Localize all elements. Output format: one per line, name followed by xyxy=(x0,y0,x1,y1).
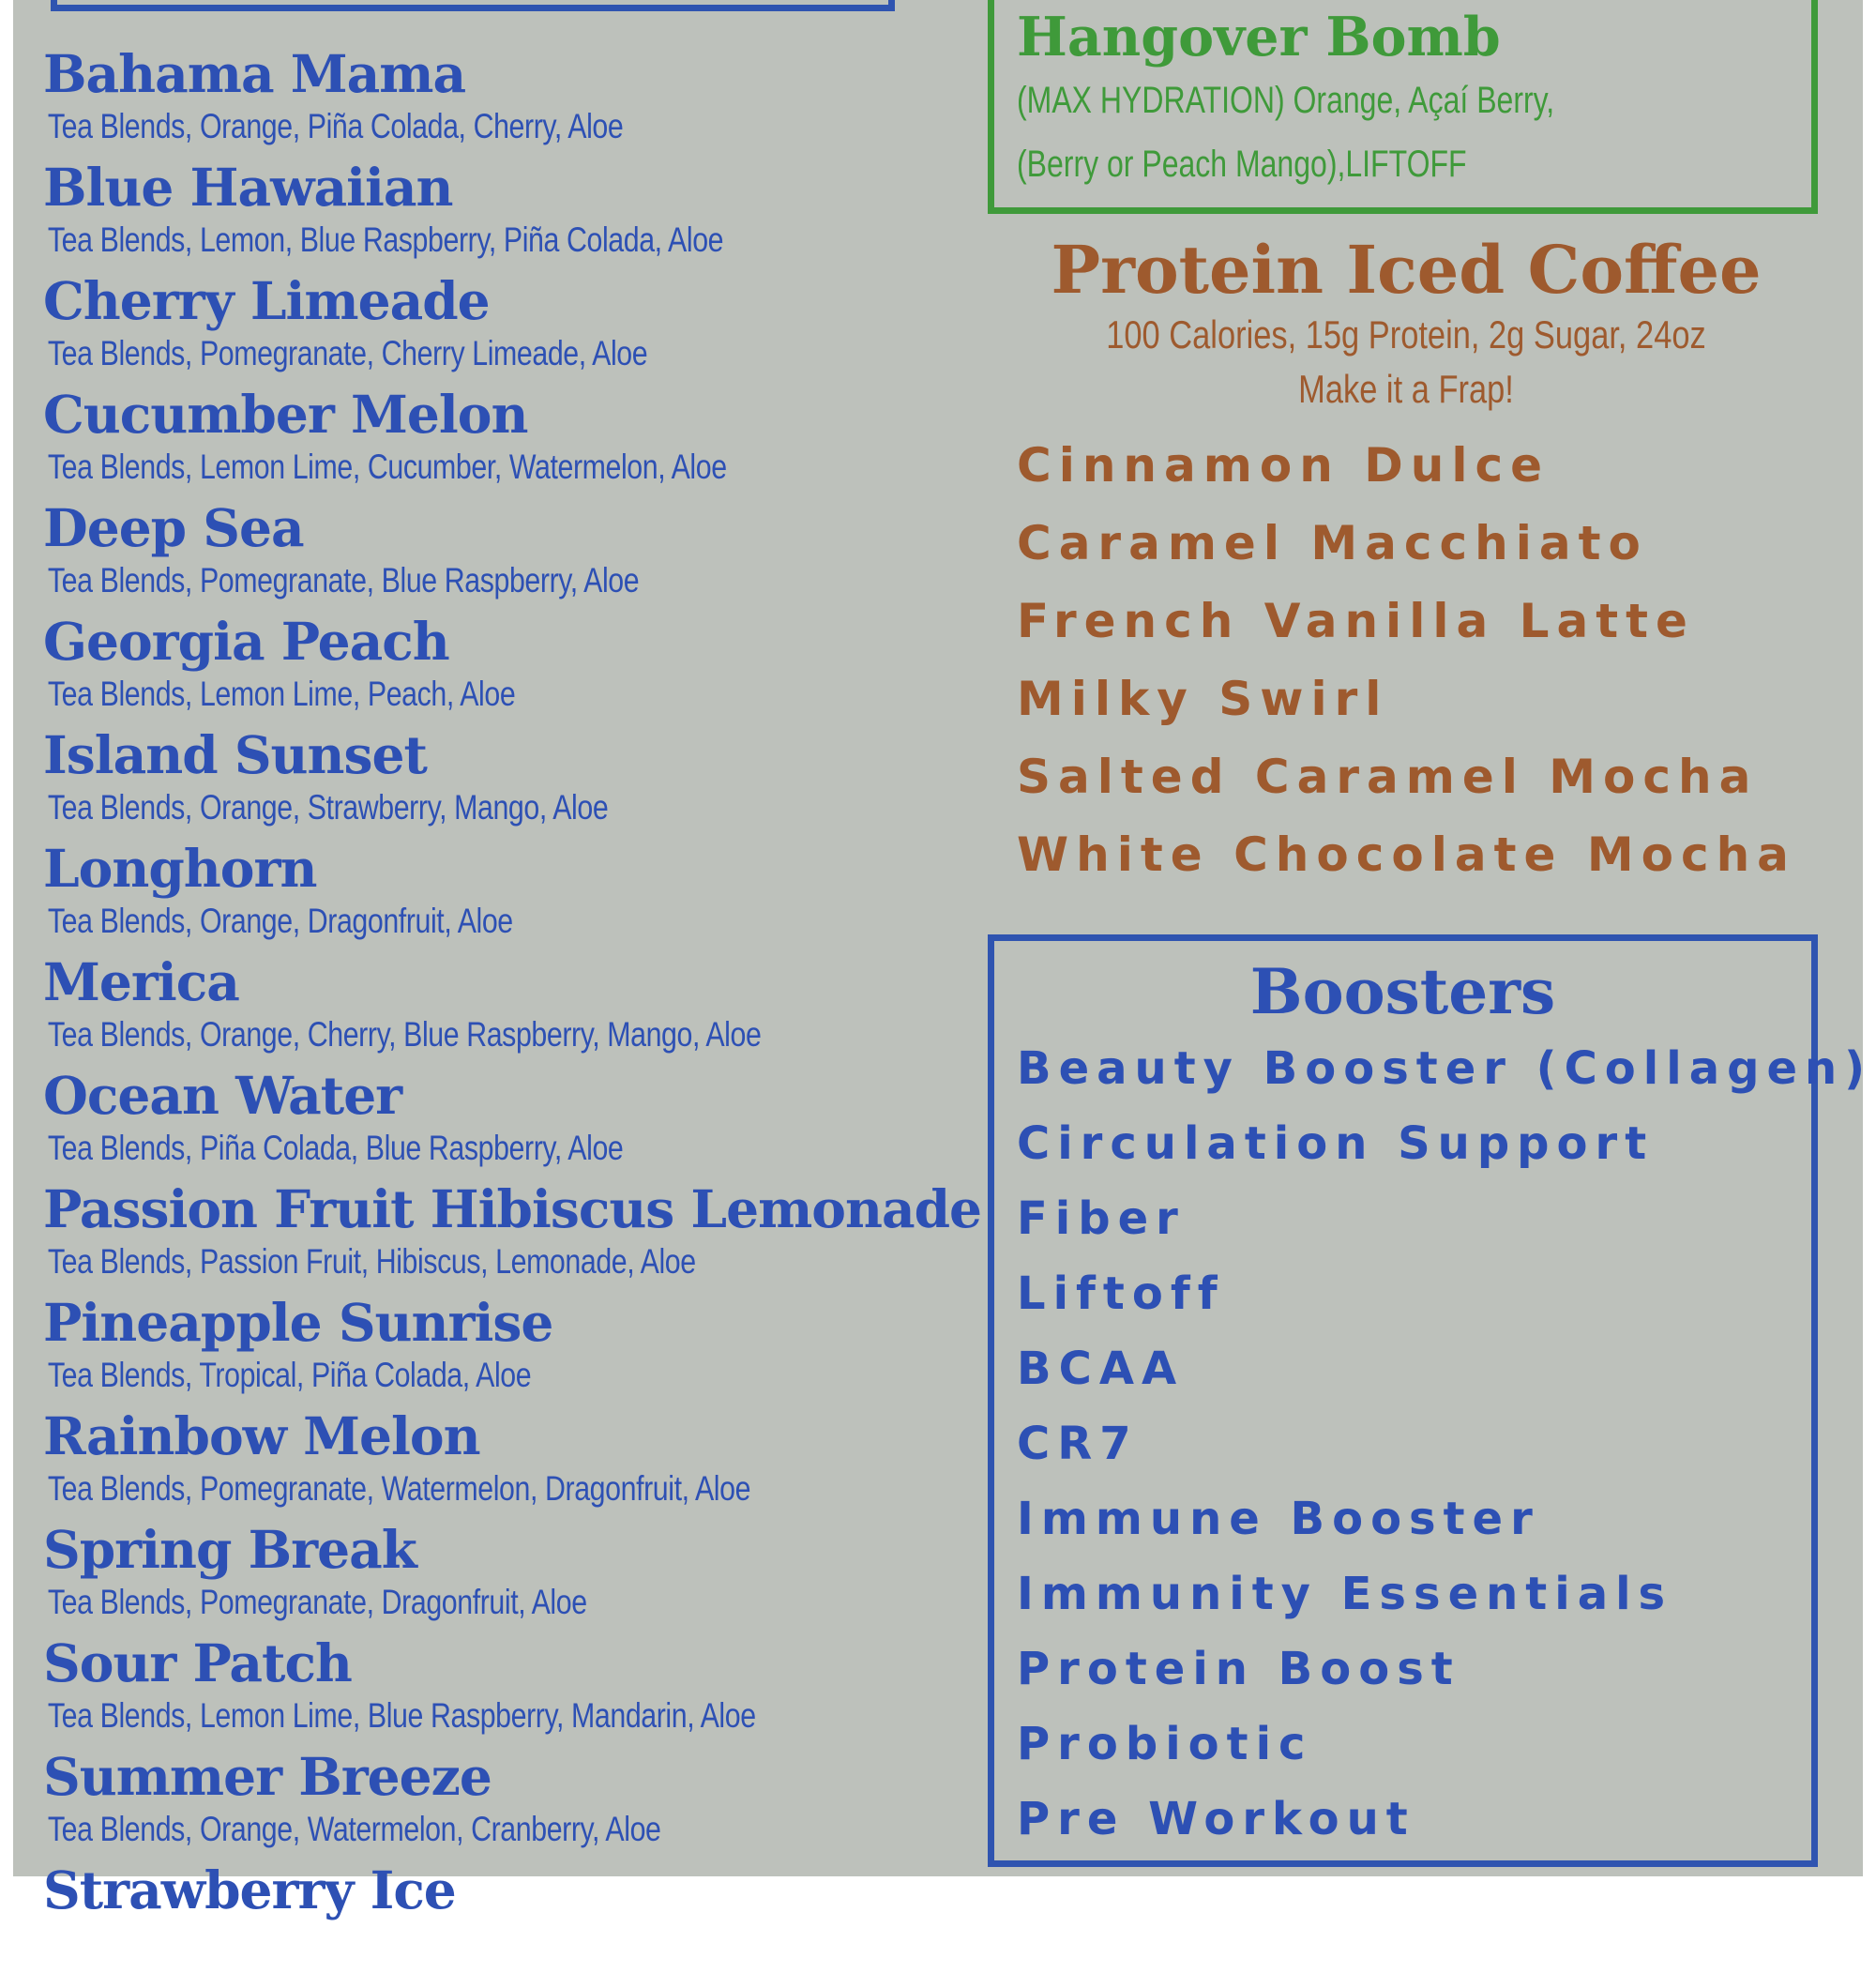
booster-item: Immunity Essentials xyxy=(1017,1568,1673,1620)
coffee-title: Protein Iced Coffee xyxy=(1051,231,1762,309)
tea-item xyxy=(43,1859,972,1973)
coffee-subtitle: 100 Calories, 15g Protein, 2g Sugar, 24oz xyxy=(1106,312,1706,357)
tea-description: Tea Blends, Pomegranate, Watermelon, Dragonfruit, Aloe xyxy=(47,1469,751,1508)
tea-description: Tea Blends, Passion Fruit, Hibiscus, Lemonade, Aloe xyxy=(47,1242,696,1281)
booster-item: Probiotic xyxy=(1017,1718,1313,1770)
tea-name: Island Sunset xyxy=(43,724,427,785)
booster-item: Circulation Support xyxy=(1017,1117,1655,1170)
booster-item: CR7 xyxy=(1017,1418,1139,1470)
tea-name: Bahama Mama xyxy=(43,43,466,104)
tea-description: Tea Blends, Orange, Cherry, Blue Raspberry, Mango, Aloe xyxy=(47,1015,762,1054)
tea-name: Pineapple Sunrise xyxy=(43,1292,553,1353)
tea-description: Tea Blends, Pomegranate, Cherry Limeade, Aloe xyxy=(47,334,648,372)
tea-description: Tea Blends, Pomegranate, Dragonfruit, Aloe xyxy=(47,1583,587,1621)
coffee-item: Salted Caramel Mocha xyxy=(1017,750,1759,804)
menu-page xyxy=(13,0,1873,1920)
tea-name: Cucumber Melon xyxy=(43,384,528,445)
tea-item xyxy=(43,951,972,1065)
hangover-line-1: (MAX HYDRATION) Orange, Açaí Berry, xyxy=(1017,80,1555,121)
tea-item xyxy=(43,270,972,384)
tea-item xyxy=(43,1632,972,1746)
tea-description: Tea Blends, Lemon Lime, Blue Raspberry, Mandarin, Aloe xyxy=(47,1696,756,1735)
hangover-line-2: (Berry or Peach Mango),LIFTOFF xyxy=(1017,144,1467,185)
tea-item xyxy=(43,724,972,838)
tea-item xyxy=(43,1746,972,1859)
booster-item: Beauty Booster (Collagen) xyxy=(1017,1042,1873,1095)
tea-name: Sour Patch xyxy=(43,1632,352,1693)
coffee-item: White Chocolate Mocha xyxy=(1017,827,1796,882)
coffee-frap-note: Make it a Frap! xyxy=(1298,367,1514,411)
booster-item: BCAA xyxy=(1017,1343,1185,1395)
coffee-list xyxy=(1017,427,1823,894)
tea-name: Rainbow Melon xyxy=(43,1405,480,1466)
hangover-box xyxy=(988,0,1818,214)
tea-item xyxy=(43,1178,982,1292)
booster-item: Protein Boost xyxy=(1017,1643,1460,1695)
hangover-title: Hangover Bomb xyxy=(1017,6,1501,68)
tea-item xyxy=(43,384,972,497)
tea-description: Tea Blends, Lemon Lime, Peach, Aloe xyxy=(47,675,516,713)
tea-name: Ocean Water xyxy=(43,1065,402,1126)
tea-name: Merica xyxy=(43,951,239,1012)
tea-name: Cherry Limeade xyxy=(43,270,490,331)
boosters-box xyxy=(988,934,1873,1867)
tea-item xyxy=(43,1405,972,1519)
tea-name: Georgia Peach xyxy=(43,611,449,672)
booster-item: Immune Booster xyxy=(1017,1493,1540,1545)
boosters-title: Boosters xyxy=(1249,955,1556,1028)
tea-description: Tea Blends, Lemon Lime, Cucumber, Watermelon, Aloe xyxy=(47,448,727,486)
coffee-item: Milky Swirl xyxy=(1017,672,1389,726)
tea-item xyxy=(43,611,972,724)
top-left-box xyxy=(51,0,895,11)
tea-description: Tea Blends, Orange, Dragonfruit, Aloe xyxy=(47,902,513,940)
tea-item xyxy=(43,497,972,611)
tea-item xyxy=(43,1065,972,1178)
coffee-section xyxy=(998,233,1814,417)
tea-description: Tea Blends, Lemon, Blue Raspberry, Piña Colada, Aloe xyxy=(47,220,724,259)
tea-item xyxy=(43,1519,972,1632)
tea-name: Summer Breeze xyxy=(43,1746,492,1807)
coffee-item: Cinnamon Dulce xyxy=(1017,438,1551,493)
tea-name: Longhorn xyxy=(43,838,317,899)
coffee-item: French Vanilla Latte xyxy=(1017,594,1695,648)
booster-item: Pre Workout xyxy=(1017,1793,1415,1845)
tea-description: Tea Blends, Tropical, Piña Colada, Aloe xyxy=(47,1356,532,1394)
tea-name: Deep Sea xyxy=(43,497,304,558)
tea-description: Tea Blends, Piña Colada, Blue Raspberry, Aloe xyxy=(47,1129,624,1167)
coffee-item: Caramel Macchiato xyxy=(1017,516,1648,570)
tea-item xyxy=(43,43,972,157)
tea-item xyxy=(43,1292,972,1405)
booster-item: Liftoff xyxy=(1017,1267,1225,1320)
tea-description: Tea Blends, Pomegranate, Blue Raspberry, Aloe xyxy=(47,561,640,599)
tea-list xyxy=(43,43,982,1973)
tea-item xyxy=(43,838,972,951)
booster-list xyxy=(1017,1031,1872,1857)
tea-name: Passion Fruit Hibiscus Lemonade xyxy=(43,1178,982,1239)
tea-name: Spring Break xyxy=(43,1519,416,1580)
tea-description: Tea Blends, Orange, Strawberry, Mango, Aloe xyxy=(47,788,609,827)
tea-description: Tea Blends, Orange, Watermelon, Cranberry, Aloe xyxy=(47,1810,661,1848)
booster-item: Fiber xyxy=(1017,1192,1186,1245)
tea-name: Strawberry Ice xyxy=(43,1859,456,1920)
tea-item xyxy=(43,157,972,270)
tea-description: Tea Blends, Orange, Piña Colada, Cherry, Aloe xyxy=(47,107,624,145)
tea-name: Blue Hawaiian xyxy=(43,157,453,218)
